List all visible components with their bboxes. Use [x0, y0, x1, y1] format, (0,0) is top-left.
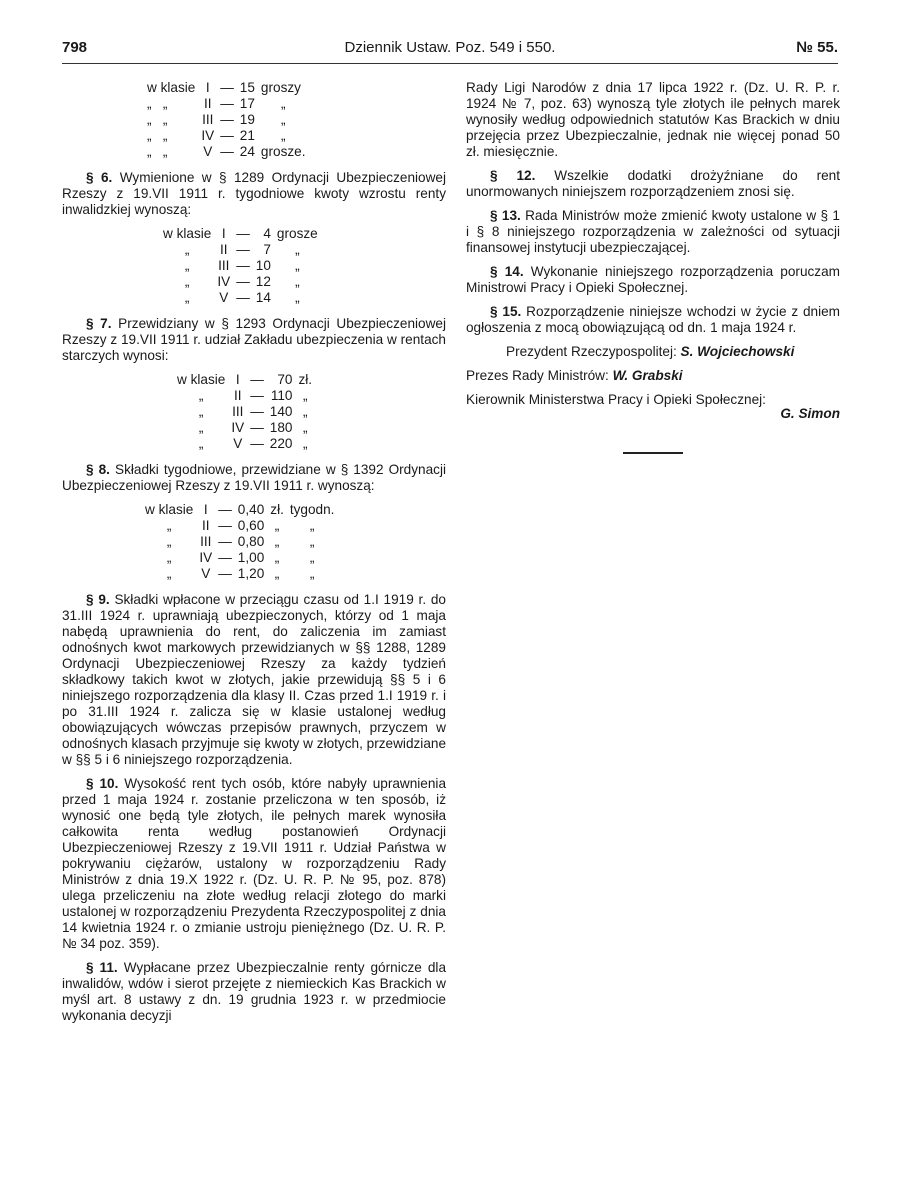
section-15: § 15. Rozporządzenie niniejsze wchodzi w życie z dniem ogłoszenia z mocą obowiązującą od dn. 1 maja 1924 r.: [466, 304, 841, 335]
rates-table-invalid: [160, 226, 321, 306]
section-9: § 9. Składki wpłacone w przeciągu czasu od 1.I 1919 r. do 31.III 1924 r. uprawniają ubezpieczonych, którzy od 1 maja nabędą uprawnienia do rent, do zaliczenia im zamiast odnośnych kwot markowych przewidzianych w §§ 1288, 1289 Ordynacji Ubezpieczeniowej Rzeszy za każdy tydzień składkowy takich kwot w złotych, jakie przewidują §§ 5 i 6 niniejszego rozporządzenia dla klasy II. Czas przed 1.I 1919 r. i po 31.III 1924 r. zalicza się w klasie ustalonej według obowiązujących wówczas przepisów prawnych, przyczem w odnośnych klasach przyjmuje się kwoty w złotych, przewidziane w §§ 5 i 6 niniejszego rozporządzenia.: [62, 592, 446, 767]
header-rule: [62, 63, 838, 64]
table-row: „ II — 0,60 „ „: [166, 518, 315, 533]
section-7: § 7. Przewidziany w § 1293 Ordynacji Ubezpieczeniowej Rzeszy z 19.VII 1911 r. udział Zakładu ubezpieczenia w rentach starczych wynosi:: [62, 316, 446, 363]
table-row: w klasie I — 0,40 zł. tygodn.: [145, 502, 335, 517]
section-6: § 6. Wymienione w § 1289 Ordynacji Ubezpieczeniowej Rzeszy z 19.VII 1911 r. tygodniowe kwoty wzrostu renty inwalidzkiej wynoszą:: [62, 170, 446, 217]
section-14: § 14. Wykonanie niniejszego rozporządzenia poruczam Ministrowi Pracy i Opieki Społecznej.: [466, 264, 840, 295]
section-11-continued: Rady Ligi Narodów z dnia 17 lipca 1922 r. (Dz. U. R. P. r. 1924 № 7, poz. 63) wynoszą tyle złotych ile pełnych marek wynosiły według odpowiednich statutów Kas Brackich w dniu przejęcia przez Ubezpieczalnie, jednak nie więcej ponad 50 zł. miesięcznie.: [466, 80, 840, 159]
table-row: „ V — 220 „: [198, 436, 308, 451]
page-number: 798: [62, 39, 88, 56]
rates-table-groszy: [144, 80, 309, 160]
left-column: [62, 80, 446, 1032]
table-row: „ IV — 1,00 „ „: [166, 550, 315, 565]
rates-table-contributions: [142, 502, 337, 582]
table-row: „ III — 10 „: [184, 258, 300, 273]
issue-number: № 55.: [796, 39, 838, 56]
table-row: „ V — 14 „: [184, 290, 300, 305]
end-divider: [623, 452, 683, 454]
section-12: § 12. Wszelkie dodatki drożyźniane do rent unormowanych niniejszem rozporządzeniem znosi się.: [466, 168, 841, 199]
pm-signature: Prezes Rady Ministrów: W. Grabski: [466, 368, 683, 383]
president-signature: Prezydent Rzeczypospolitej: S. Wojciechowski: [506, 344, 795, 359]
table-row: „ V — 1,20 „ „: [166, 566, 315, 581]
rates-table-old-age: [174, 372, 315, 452]
table-row: w klasie I — 15 groszy: [147, 80, 301, 95]
table-row: w klasie I — 70 zł.: [177, 372, 313, 387]
section-13: § 13. Rada Ministrów może zmienić kwoty ustalone w § 1 i § 8 niniejszego rozporządzenia w zależności od sytuacji finansowej instytucji ubezpieczającej.: [466, 208, 840, 255]
minister-signature-name: G. Simon: [780, 406, 840, 421]
journal-title: Dziennik Ustaw. Poz. 549 i 550.: [344, 39, 556, 56]
table-row: „ III — 140 „: [198, 404, 308, 419]
page-header: [62, 40, 838, 60]
section-11: § 11. Wypłacane przez Ubezpieczalnie renty górnicze dla inwalidów, wdów i sierot przejęte z niemieckich Kas Brackich w myśl art. 8 ustawy z dn. 19 grudnia 1923 r. w przedmiocie wykonania decyzji: [62, 960, 447, 1023]
table-row: „ III — 0,80 „ „: [166, 534, 315, 549]
right-column: [466, 80, 840, 454]
minister-signature-label: Kierownik Ministerstwa Pracy i Opieki Społecznej:: [466, 392, 766, 407]
table-row: „ II — 7 „: [184, 242, 300, 257]
table-row: „ „ III — 19 „: [147, 112, 286, 127]
table-row: „ II — 110 „: [198, 388, 308, 403]
table-row: w klasie I — 4 grosze: [163, 226, 318, 241]
section-8: § 8. Składki tygodniowe, przewidziane w § 1392 Ordynacji Ubezpieczeniowej Rzeszy z 19.VII 1911 r. wynoszą:: [62, 462, 446, 493]
section-10: § 10. Wysokość rent tych osób, które nabyły uprawnienia przed 1 maja 1924 r. zostanie przeliczona w ten sposób, iż wynosić one będą tyle złotych, ile pełnych marek wynosiła całkowita renta według postanowień Ordynacji Ubezpieczeniowej Rzeszy z 19.VII 1911 r. Udział Państwa w pokrywaniu ciężarów, ustalony w rozporządzeniu Rady Ministrów z dnia 19.X 1922 r. (Dz. U. R. P. № 95, poz. 878) ulega przeliczeniu na złote według relacji złotego do marki ustalonej w rozporządzeniu Prezydenta Rzeczypospolitej z dnia 14 kwietnia 1924 r. o zmianie ustroju pieniężnego (Dz. U. R. P. № 34 poz. 359).: [62, 776, 447, 951]
table-row: „ IV — 180 „: [198, 420, 308, 435]
table-row: „ „ IV — 21 „: [147, 128, 286, 143]
table-row: „ „ II — 17 „: [147, 96, 286, 111]
table-row: „ IV — 12 „: [184, 274, 300, 289]
table-row: „ „ V — 24 grosze.: [147, 144, 306, 159]
